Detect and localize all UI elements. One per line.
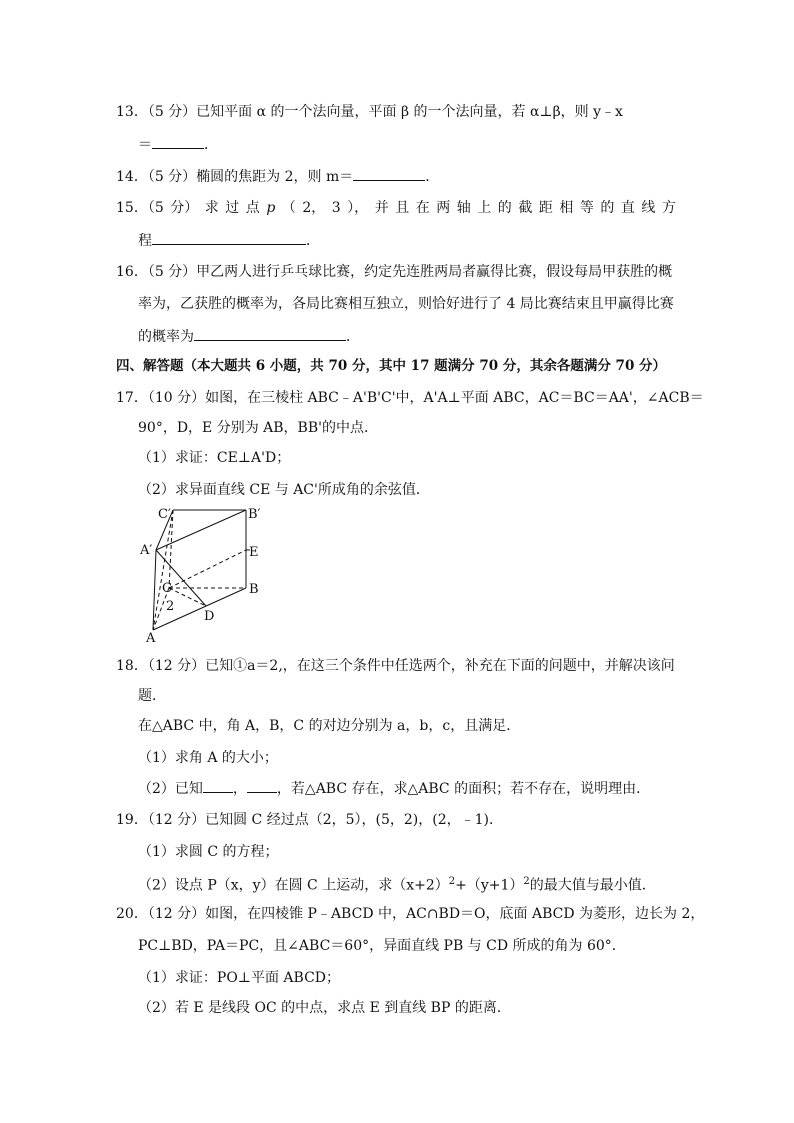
q16-line3 (138, 326, 360, 347)
label-two: 2 (166, 599, 175, 614)
q18-part2 (138, 778, 650, 799)
q13-line2 (138, 134, 218, 155)
q19-exp2: 2 (523, 876, 530, 887)
q19-line1: 19．（12 分）已知圆 C 经过点（2，5），(5，2)，(2，﹣1)． (116, 812, 503, 828)
q16-end: ． (346, 329, 360, 345)
q15-seg: 2， (302, 200, 326, 216)
q14-text: 14．（5 分）椭圆的焦距为 2，则 m＝ (116, 169, 354, 185)
label-e: E (249, 545, 259, 560)
q19-exp1: 2 (448, 876, 456, 887)
q15-seg: 轴 (456, 200, 471, 216)
q15-line2 (138, 230, 320, 251)
q15-seg: 两 (436, 200, 451, 216)
q17-line2: 90°，D，E 分别为 AB，BB'的中点． (138, 420, 378, 436)
q15-seg: 的 (600, 200, 615, 216)
q15-end: ． (306, 233, 320, 249)
label-d: D (204, 609, 215, 624)
q18-part2-rest: ，若△ABC 存在，求△ABC 的面积；若不存在，说明理由． (276, 781, 651, 797)
q17-part1: （1）求证：CE⊥A'D； (138, 450, 291, 466)
q15-seg: 线 (641, 200, 656, 216)
q15-seg: 相 (559, 200, 574, 216)
q20-part1: （1）求证：PO⊥平面 ABCD； (138, 970, 341, 986)
q15-seg: p (266, 200, 276, 216)
edge-c-e-hidden (169, 550, 246, 588)
label-a: A (146, 631, 156, 646)
edge-a1-a (153, 550, 156, 630)
q16-line1: 16．（5 分）甲乙两人进行乒乓球比赛，约定先连胜两局者赢得比赛，假设每局甲获胜的概 (116, 264, 673, 280)
label-b-prime: B′ (248, 507, 261, 522)
q15-seg: （ (281, 200, 296, 216)
q19-part2-a: （2）设点 P（x，y）在圆 C 上运动，求（x+2） (138, 877, 449, 894)
q19-part2-c: 的最大值与最小值． (529, 877, 656, 894)
q19-part1: （1）求圆 C 的方程； (138, 844, 279, 860)
q15-seg: 且 (395, 200, 410, 216)
q15-seg: 3 (331, 200, 341, 216)
q15-seg: 等 (579, 200, 594, 216)
q18-line2: 题． (138, 688, 166, 704)
q19-part2 (138, 872, 656, 896)
q18-line1: 18．（12 分）已知①a＝2,，在这三个条件中任选两个，补充在下面的问题中，并解决该问 (116, 658, 675, 674)
q15-seg: 求 (204, 200, 219, 216)
q16-line2: 率为，乙获胜的概率为，各局比赛相互独立，则恰好进行了 4 局比赛结束且甲赢得比赛 (138, 296, 674, 312)
q17-line1: 17．（10 分）如图，在三棱柱 ABC﹣A'B'C'中，A'A⊥平面 ABC，AC＝BC＝AA'，∠ACB＝ (116, 390, 704, 406)
label-a-prime: A′ (140, 543, 153, 558)
q20-line2: PC⊥BD，PA＝PC，且∠ABC＝60°，异面直线 PB 与 CD 所成的角为 60°． (138, 938, 626, 954)
q18-blank-1 (203, 778, 233, 793)
q15-seg: 并 (374, 200, 389, 216)
q15-seg: 过 (225, 200, 240, 216)
prism-figure (136, 502, 270, 646)
q15-seg: 分） (170, 200, 199, 216)
label-c: C (162, 581, 172, 596)
edge-c-d-hidden (169, 588, 206, 606)
q15-seg: 上 (477, 200, 492, 216)
q14-line (116, 166, 439, 187)
q15-text: 程 (138, 233, 152, 249)
q19-part2-b: +（y+1） (455, 877, 524, 894)
edge-a1-d (156, 550, 206, 606)
q18-line3: 在△ABC 中，角 A，B，C 的对边分别为 a，b，c，且满足． (138, 718, 521, 734)
q15-seg: 截 (518, 200, 533, 216)
q15-seg: 的 (497, 200, 512, 216)
q15-seg: 直 (620, 200, 635, 216)
q17-part2: （2）求异面直线 CE 与 AC'所成角的余弦值． (138, 482, 430, 498)
q18-part1: （1）求角 A 的大小； (138, 750, 278, 766)
q13-eq: ＝ (138, 137, 152, 153)
label-b: B (249, 582, 259, 597)
q20-part2: （2）若 E 是线段 OC 的中点，求点 E 到直线 BP 的距离． (138, 1000, 511, 1016)
q15-seg: 在 (415, 200, 430, 216)
q18-part2-text: （2）已知 (138, 781, 203, 797)
q15-seg: 方 (661, 200, 676, 216)
q13-answer-blank (152, 134, 204, 149)
q15-seg: 距 (538, 200, 553, 216)
q16-text: 的概率为 (138, 329, 194, 345)
q15-seg: 点 (245, 200, 260, 216)
q14-answer-blank (353, 166, 425, 181)
q18-blank-2 (247, 778, 277, 793)
q15-seg: 15．（5 (116, 200, 164, 216)
q20-line1: 20．（12 分）如图，在四棱锥 P﹣ABCD 中，AC∩BD＝O，底面 ABCD 为菱形，边长为 2， (116, 906, 705, 922)
q14-end: ． (425, 169, 440, 185)
label-c-prime: C′ (158, 507, 171, 522)
q15-seg: ）， (347, 200, 369, 216)
q16-answer-blank (194, 326, 346, 341)
q13-line1: 13．（5 分）已知平面 α 的一个法向量，平面 β 的一个法向量，若 α⊥β，则 y﹣x (116, 104, 623, 120)
q15-line1 (116, 198, 676, 218)
q15-answer-blank (152, 230, 306, 245)
q18-sep: ， (232, 781, 247, 797)
section-heading: 四、解答题（本大题共 6 小题，共 70 分，其中 17 题满分 70 分，其余各题满分 70 分） (116, 358, 667, 374)
q13-end: ． (204, 137, 218, 153)
